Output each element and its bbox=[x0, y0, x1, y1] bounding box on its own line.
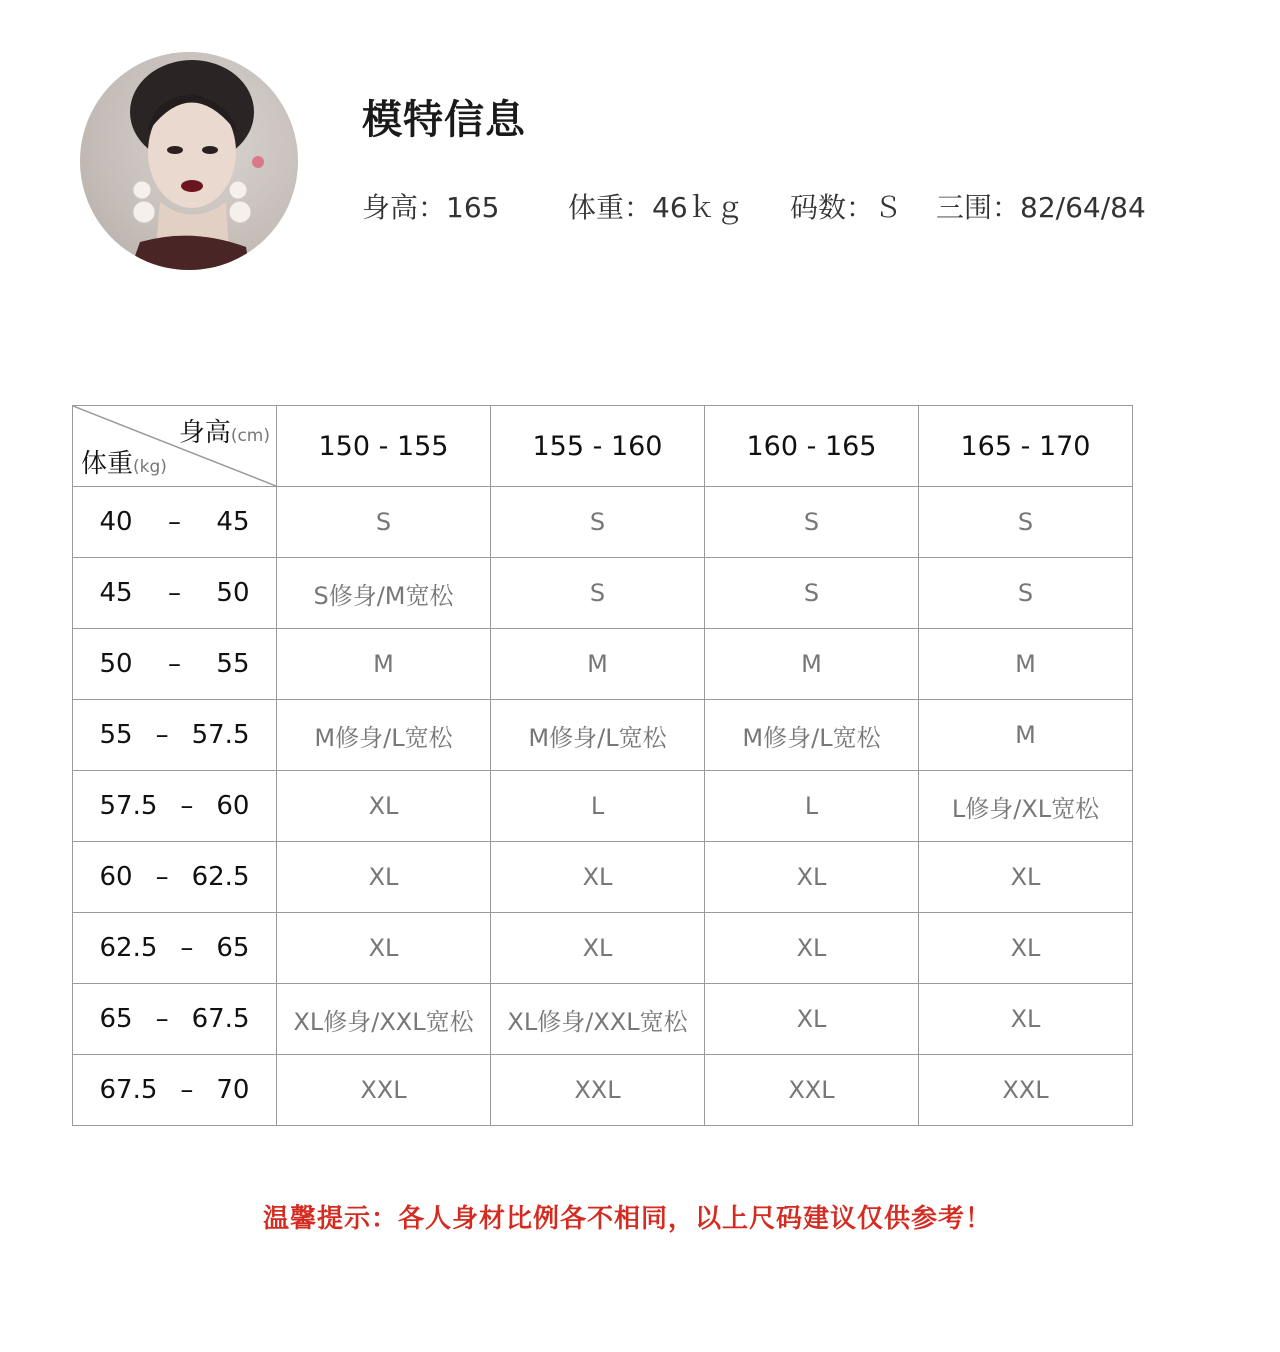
size-cell: S bbox=[491, 558, 705, 629]
weight-dash: – bbox=[180, 1075, 194, 1105]
weight-range-cell bbox=[73, 984, 277, 1055]
height-column-header: 150 - 155 bbox=[277, 406, 491, 487]
table-row bbox=[73, 1055, 1133, 1126]
weight-from: 57.5 bbox=[99, 791, 158, 821]
size-cell: XXL bbox=[277, 1055, 491, 1126]
size-cell: S bbox=[705, 558, 919, 629]
weight-from: 65 bbox=[99, 1004, 133, 1034]
size-cell: XXL bbox=[919, 1055, 1133, 1126]
size-chart-table bbox=[72, 405, 1133, 1126]
weight-dash: – bbox=[155, 862, 169, 892]
weight-range-cell bbox=[73, 487, 277, 558]
weight-range bbox=[100, 791, 250, 821]
weight-from: 60 bbox=[99, 862, 133, 892]
size-cell: XXL bbox=[491, 1055, 705, 1126]
table-row bbox=[73, 629, 1133, 700]
size-cell: XL bbox=[705, 984, 919, 1055]
weight-range bbox=[100, 862, 250, 892]
height-column-header: 155 - 160 bbox=[491, 406, 705, 487]
size-cell: XL bbox=[919, 984, 1133, 1055]
weight-range-cell bbox=[73, 913, 277, 984]
size-cell: S bbox=[491, 487, 705, 558]
model-info-title: 模特信息 bbox=[362, 97, 526, 143]
size-cell: XL bbox=[277, 771, 491, 842]
size-cell: S bbox=[919, 558, 1133, 629]
weight-range bbox=[100, 649, 250, 679]
weight-to: 62.5 bbox=[191, 862, 250, 892]
weight-range-cell bbox=[73, 700, 277, 771]
size-cell: M bbox=[277, 629, 491, 700]
weight-to: 60 bbox=[216, 791, 250, 821]
table-row bbox=[73, 771, 1133, 842]
table-row bbox=[73, 842, 1133, 913]
weight-from: 55 bbox=[99, 720, 133, 750]
size-cell: S bbox=[919, 487, 1133, 558]
weight-dash: – bbox=[168, 649, 181, 679]
weight-range bbox=[100, 933, 250, 963]
height-column-header: 160 - 165 bbox=[705, 406, 919, 487]
table-row bbox=[73, 558, 1133, 629]
size-cell: XL bbox=[705, 913, 919, 984]
table-row bbox=[73, 984, 1133, 1055]
size-cell: XL bbox=[277, 842, 491, 913]
weight-to: 65 bbox=[216, 933, 250, 963]
model-avatar bbox=[80, 52, 298, 270]
size-cell: M bbox=[705, 629, 919, 700]
size-cell: XL bbox=[277, 913, 491, 984]
weight-to: 57.5 bbox=[191, 720, 250, 750]
size-cell: M修身/L宽松 bbox=[705, 700, 919, 771]
size-cell: XL修身/XXL宽松 bbox=[277, 984, 491, 1055]
weight-range bbox=[100, 507, 250, 537]
size-tip-note: 温馨提示：各人身材比例各不相同，以上尺码建议仅供参考！ bbox=[262, 1204, 992, 1234]
weight-range bbox=[100, 578, 250, 608]
height-axis-label: 身高(cm) bbox=[178, 418, 270, 448]
table-row bbox=[73, 700, 1133, 771]
table-row bbox=[73, 487, 1133, 558]
weight-dash: – bbox=[168, 578, 181, 608]
weight-to: 50 bbox=[216, 578, 250, 608]
size-cell: S修身/M宽松 bbox=[277, 558, 491, 629]
model-height: 身高：165 bbox=[362, 191, 500, 224]
weight-dash: – bbox=[180, 933, 194, 963]
size-cell: L修身/XL宽松 bbox=[919, 771, 1133, 842]
size-cell: M修身/L宽松 bbox=[491, 700, 705, 771]
size-cell: S bbox=[705, 487, 919, 558]
size-cell: XXL bbox=[705, 1055, 919, 1126]
size-cell: S bbox=[277, 487, 491, 558]
model-measurements: 三围：82/64/84 bbox=[936, 191, 1146, 224]
size-cell: M修身/L宽松 bbox=[277, 700, 491, 771]
size-cell: L bbox=[705, 771, 919, 842]
table-corner-cell bbox=[73, 406, 277, 487]
weight-range bbox=[100, 720, 250, 750]
weight-range-cell bbox=[73, 629, 277, 700]
weight-range-cell bbox=[73, 1055, 277, 1126]
size-cell: L bbox=[491, 771, 705, 842]
model-size: 码数：Ｓ bbox=[790, 191, 903, 224]
weight-to: 45 bbox=[216, 507, 250, 537]
weight-range-cell bbox=[73, 771, 277, 842]
weight-from: 50 bbox=[99, 649, 133, 679]
model-weight: 体重：46ｋｇ bbox=[568, 191, 744, 224]
size-cell: XL修身/XXL宽松 bbox=[491, 984, 705, 1055]
weight-from: 45 bbox=[99, 578, 133, 608]
size-cell: M bbox=[919, 629, 1133, 700]
weight-range-cell bbox=[73, 842, 277, 913]
size-cell: XL bbox=[705, 842, 919, 913]
weight-range-cell bbox=[73, 558, 277, 629]
weight-dash: – bbox=[180, 791, 194, 821]
weight-range bbox=[100, 1075, 250, 1105]
weight-from: 67.5 bbox=[99, 1075, 158, 1105]
weight-dash: – bbox=[155, 720, 169, 750]
model-portrait-icon bbox=[80, 52, 298, 270]
weight-to: 67.5 bbox=[191, 1004, 250, 1034]
weight-from: 62.5 bbox=[99, 933, 158, 963]
weight-dash: – bbox=[168, 507, 181, 537]
weight-from: 40 bbox=[99, 507, 133, 537]
weight-to: 55 bbox=[216, 649, 250, 679]
table-row bbox=[73, 913, 1133, 984]
size-cell: XL bbox=[919, 842, 1133, 913]
size-cell: XL bbox=[491, 842, 705, 913]
table-body bbox=[73, 487, 1133, 1126]
weight-axis-label: 体重(kg) bbox=[81, 449, 167, 479]
size-cell: XL bbox=[919, 913, 1133, 984]
table-header-row bbox=[73, 406, 1133, 487]
weight-range bbox=[100, 1004, 250, 1034]
size-cell: XL bbox=[491, 913, 705, 984]
size-cell: M bbox=[919, 700, 1133, 771]
height-column-header: 165 - 170 bbox=[919, 406, 1133, 487]
weight-dash: – bbox=[155, 1004, 169, 1034]
weight-to: 70 bbox=[216, 1075, 250, 1105]
size-cell: M bbox=[491, 629, 705, 700]
